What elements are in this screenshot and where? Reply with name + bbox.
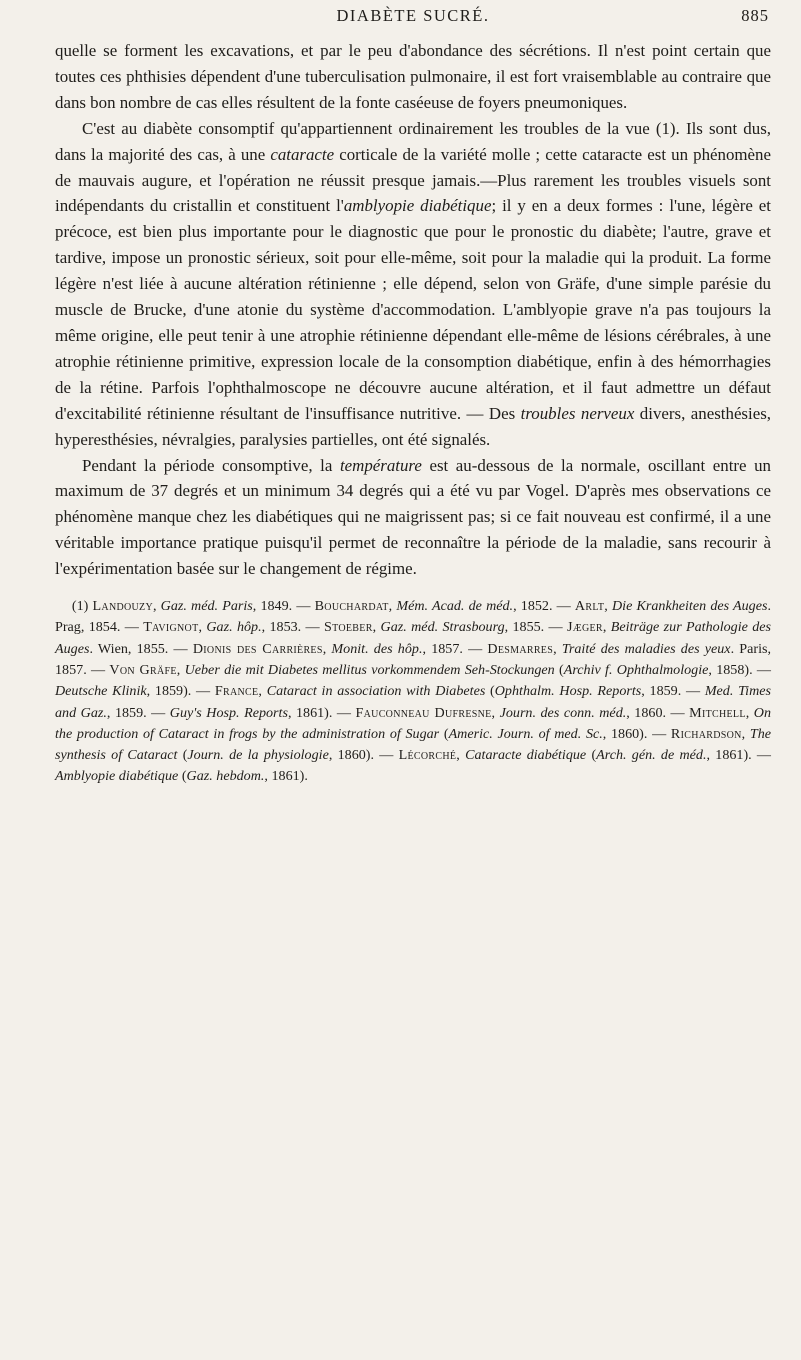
term-temperature: température [339,455,422,475]
term-cataracte: cataracte [270,144,335,164]
page-header [55,6,771,36]
term-troubles-nerveux: troubles nerveux [520,403,635,423]
footnote: (1) Landouzy, Gaz. méd. Paris, 1849. — Bouchardat, Mém. Acad. de méd., 1852. — Arlt, Die Krankheiten des Auges. Prag, 1854. — Tavignot, Gaz. hôp., 1853. — Stoeber, Gaz. méd. Strasbourg, 1855. — Jæger, Beiträge zur Pathologie des Auges. Wien, 1855. — Dionis des Carrières, Monit. des hôp., 1857. — Desmarres, Traité des maladies des yeux. Paris, 1857. — Von Gräfe, Ueber die mit Diabetes mellitus vorkommendem Seh-Stockungen (Archiv f. Ophthalmologie, 1858). — Deutsche Klinik, 1859). — France, Cataract in association with Diabetes (Ophthalm. Hosp. Reports, 1859. — Med. Times and Gaz., 1859. — Guy's Hosp. Reports, 1861). — Fauconneau Dufresne, Journ. des conn. méd., 1860. — Mitchell, On the production of Cataract in frogs by the administration of Sugar (Americ. Journ. of med. Sc., 1860). — Richardson, The synthesis of Cataract (Journ. de la physiologie, 1860). — Lécorché, Cataracte diabétique (Arch. gén. de méd., 1861). — Amblyopie diabétique (Gaz. hebdom., 1861). [55,598,772,785]
paragraph-3: Pendant la période consomptive, la température est au-dessous de la normale, oscillant entre un maximum de 37 degrés et un minimum 34 degrés qui a été vu par Vogel. D'après mes observations ce phénomène manque chez les diabétiques qui ne maigrissent pas; si ce fait nouveau est confirmé, il a une véritable importance pratique puisqu'il permet de reconnaître la période de la maladie, sans recourir à l'expérimentation basée sur le changement de régime. [55,455,771,579]
term-amblyopie-diabetique: amblyopie diabétique [343,196,492,216]
paragraph-1: quelle se forment les excavations, et par le peu d'abondance des sécrétions. Il n'est point certain que toutes ces phthisies dépendent d'une tuberculisation pulmonaire, il est fort vraisemblable au contraire que dans bon nombre de cas elles résultent de la fonte caséeuse de foyers pneumoniques. [55,41,771,112]
main-text [55,38,771,582]
paragraph-2: C'est au diabète consomptif qu'appartiennent ordinairement les troubles de la vue (1). Ils sont dus, dans la majorité des cas, à une cataracte corticale de la variété molle ; cette cataracte est un phénomène de mauvais augure, et l'opération ne réussit presque jamais.—Plus rarement les troubles visuels sont indépendants du cristallin et constituent l'amblyopie diabétique; il y en a deux formes : l'une, légère et précoce, est bien plus importante pour le diagnostic que pour le pronostic du diabète; l'autre, grave et tardive, impose un pronostic sérieux, soit pour elle-même, soit pour la maladie qui la produit. La forme légère n'est liée à aucune altération rétinienne ; elle dépend, selon von Gräfe, d'une simple parésie du muscle de Brucke, d'une atonie du système d'accommodation. L'amblyopie grave n'a pas toujours la même origine, elle peut tenir à une atrophie rétinienne dépendant elle-même de lésions cérébrales, à une atrophie rétinienne primitive, expression locale de la consomption diabétique, enfin à des hémorrhagies de la rétine. Parfois l'ophthalmoscope ne découvre aucune altération, et il faut admettre un défaut d'excitabilité rétinienne résultant de l'insuffisance nutritive. — Des troubles nerveux divers, anesthésies, hyperesthésies, névralgies, paralysies partielles, ont été signalés. [55,118,771,449]
book-page [55,0,771,788]
running-title: DIABÈTE SUCRÉ. [336,6,490,25]
page-number: 885 [741,6,769,25]
